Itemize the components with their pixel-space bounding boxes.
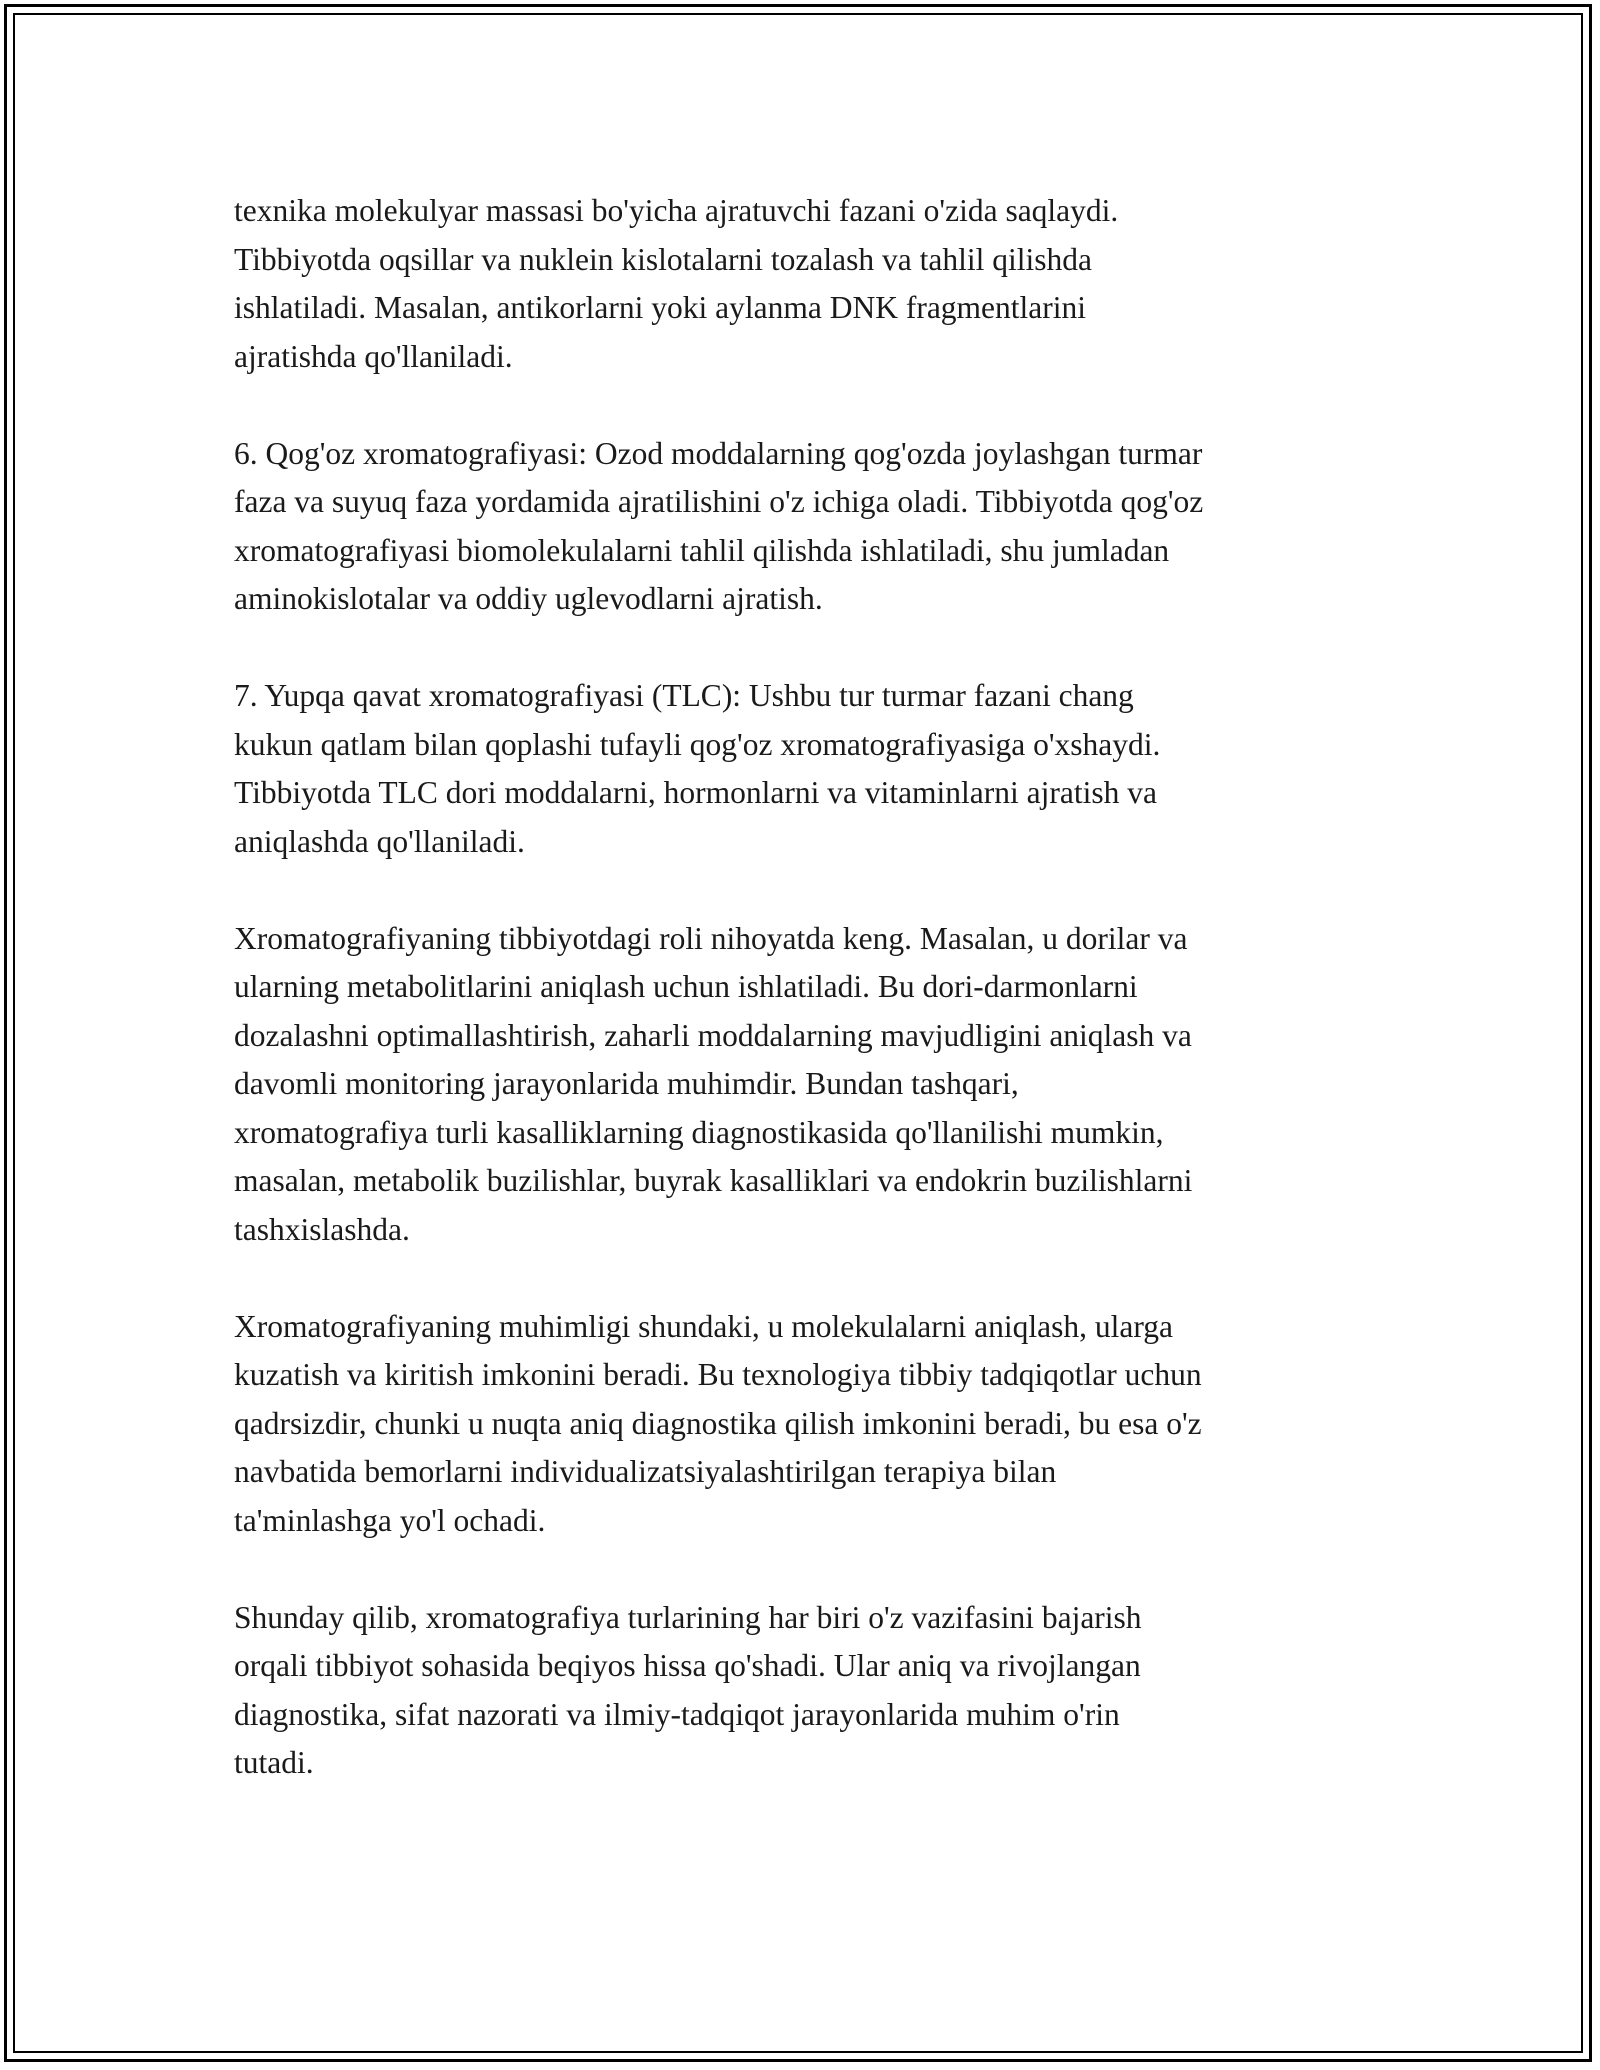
text-line: Xromatografiyaning tibbiyotdagi roli nihoyatda keng. Masalan, u dorilar va (234, 920, 1188, 956)
text-line: ta'minlashga yo'l ochadi. (234, 1502, 546, 1538)
text-line: navbatida bemorlarni individualizatsiyalashtirilgan terapiya bilan (234, 1454, 1057, 1489)
text-line: diagnostika, sifat nazorati va ilmiy-tadqiqot jarayonlarida muhim o'rin (234, 1696, 1120, 1732)
text-line: ishlatiladi. Masalan, antikorlarni yoki aylanma DNK fragmentlarini (234, 290, 1087, 325)
text-line: tutadi. (234, 1745, 314, 1780)
text-line: dozalashni optimallashtirish, zaharli moddalarning mavjudligini aniqlash va (234, 1017, 1192, 1053)
paragraph-conclusion (234, 1594, 1384, 1788)
text-line: faza va suyuq faza yordamida ajratilishini o'z ichiga oladi. Tibbiyotda qog'oz (234, 484, 1204, 519)
text-line: qadrsizdir, chunki u nuqta aniq diagnostika qilish imkonini beradi, bu esa o'z (234, 1405, 1202, 1441)
text-line: xromatografiya turli kasalliklarning diagnostikasida qo'llanilishi mumkin, (234, 1114, 1164, 1150)
document-body (234, 187, 1384, 1836)
text-line: Xromatografiyaning muhimligi shundaki, u molekulalarni aniqlash, ularga (234, 1308, 1173, 1344)
paragraph-size-exclusion-continued (234, 187, 1384, 381)
text-line: kuzatish va kiritish imkonini beradi. Bu texnologiya tibbiy tadqiqotlar uchun (234, 1357, 1202, 1392)
text-line: ajratishda qo'llaniladi. (234, 338, 513, 374)
text-line: tashxislashda. (234, 1211, 410, 1247)
paragraph-paper-chromatography (234, 430, 1384, 624)
text-line: davomli monitoring jarayonlarida muhimdir. Bundan tashqari, (234, 1066, 1019, 1101)
text-line: kukun qatlam bilan qoplashi tufayli qog'oz xromatografiyasiga o'xshaydi. (234, 726, 1161, 762)
paragraph-medical-role (234, 915, 1384, 1255)
text-line: aniqlashda qo'llaniladi. (234, 823, 525, 859)
text-line: masalan, metabolik buzilishlar, buyrak kasalliklari va endokrin buzilishlarni (234, 1163, 1193, 1198)
text-line: Tibbiyotda oqsillar va nuklein kislotalarni tozalash va tahlil qilishda (234, 241, 1092, 277)
text-line: 7. Yupqa qavat xromatografiyasi (TLC): Ushbu tur turmar fazani chang (234, 678, 1134, 713)
text-line: aminokislotalar va oddiy uglevodlarni ajratish. (234, 581, 823, 616)
paragraph-importance (234, 1303, 1384, 1546)
paragraph-thin-layer-chromatography (234, 672, 1384, 866)
text-line: texnika molekulyar massasi bo'yicha ajratuvchi fazani o'zida saqlaydi. (234, 193, 1119, 228)
text-line: Tibbiyotda TLC dori moddalarni, hormonlarni va vitaminlarni ajratish va (234, 775, 1157, 810)
text-line: 6. Qog'oz xromatografiyasi: Ozod moddalarning qog'ozda joylashgan turmar (234, 435, 1203, 471)
text-line: Shunday qilib, xromatografiya turlarining har biri o'z vazifasini bajarish (234, 1599, 1142, 1635)
text-line: ularning metabolitlarini aniqlash uchun ishlatiladi. Bu dori-darmonlarni (234, 969, 1138, 1004)
text-line: orqali tibbiyot sohasida beqiyos hissa qo'shadi. Ular aniq va rivojlangan (234, 1648, 1141, 1683)
text-line: xromatografiyasi biomolekulalarni tahlil qilishda ishlatiladi, shu jumladan (234, 532, 1170, 568)
